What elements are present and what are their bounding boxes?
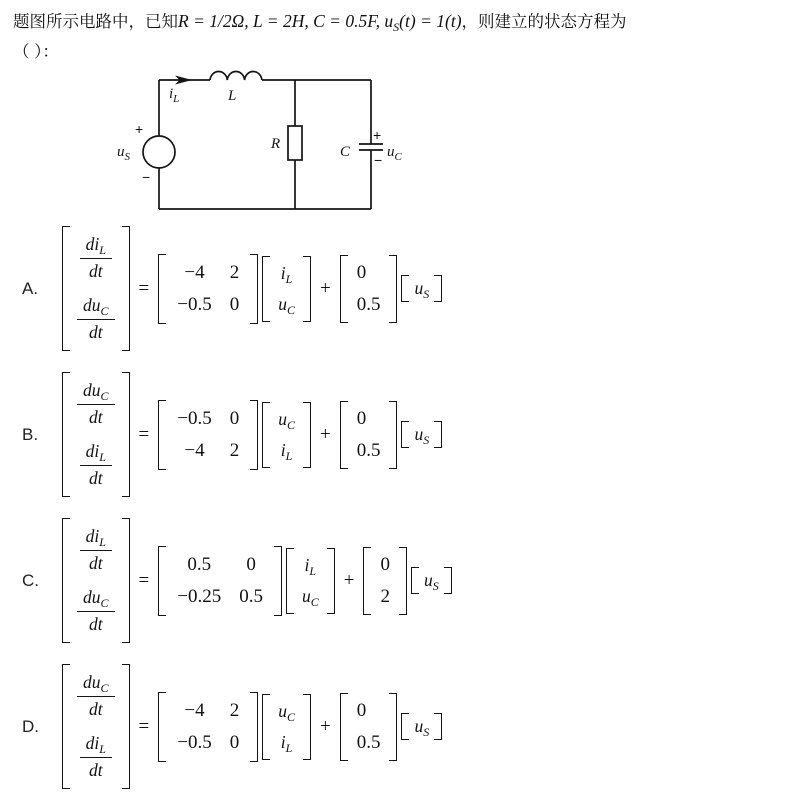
bracket-left [286, 548, 294, 614]
bracket-left [401, 421, 409, 448]
state-vector: $u_C$ $i_L$ [262, 402, 311, 468]
coefficient-matrix: −4 2 −0.5 0 [158, 254, 258, 324]
option-d-equation [60, 664, 444, 789]
option-a-label: A. [22, 278, 39, 298]
source-symbol [143, 136, 175, 168]
bracket-right [303, 256, 311, 322]
cap-voltage-label: $u_C$ [387, 144, 402, 163]
current-label: $i_L$ [169, 86, 180, 105]
resistor-label: R [271, 136, 281, 152]
capacitor-symbol [359, 144, 383, 150]
answer-blank: （ ）： [13, 43, 59, 61]
derivative-fraction: $\frac{du_C}{dt}$ [77, 295, 115, 343]
options-list [0, 222, 811, 800]
equals-sign: = [138, 423, 150, 445]
bracket-right [122, 518, 130, 643]
plus-sign: + [319, 423, 331, 445]
derivative-fraction: $\frac{di_L}{dt}$ [80, 234, 112, 282]
bracket-left [401, 713, 409, 740]
input-vector: 0 0.5 [340, 255, 398, 323]
derivative-vector [62, 372, 130, 497]
bracket-right [122, 372, 130, 497]
bracket-left [340, 255, 348, 323]
source-term: $u_S$ [401, 275, 442, 302]
source-label: $u_S$ [117, 144, 130, 163]
inductor-symbol [210, 72, 262, 80]
bracket-right [434, 421, 442, 448]
bracket-right [122, 226, 130, 351]
derivative-vector [62, 664, 130, 789]
option-b-equation [60, 372, 444, 497]
source-term: $u_S$ [411, 567, 452, 594]
bracket-left [62, 518, 70, 643]
input-vector: 0 2 [363, 547, 407, 615]
option-d[interactable] [0, 660, 811, 793]
bracket-right [303, 402, 311, 468]
bracket-left [262, 402, 270, 468]
bracket-left [158, 254, 166, 324]
inductor-label: L [228, 88, 237, 104]
bracket-left [340, 401, 348, 469]
bracket-right [434, 275, 442, 302]
bracket-left [62, 226, 70, 351]
bracket-left [363, 547, 371, 615]
derivative-fraction: $\frac{du_C}{dt}$ [77, 587, 115, 635]
bracket-left [158, 546, 166, 616]
bracket-left [401, 275, 409, 302]
derivative-vector [62, 226, 130, 351]
title-prefix: 题图所示电路中，已知 [13, 13, 178, 31]
bracket-right [250, 692, 258, 762]
circuit-diagram [115, 64, 415, 219]
capacitor-label: C [340, 144, 351, 160]
bracket-right [434, 713, 442, 740]
state-vector: $i_L$ $u_C$ [286, 548, 335, 614]
cap-minus-sign: − [374, 152, 383, 168]
title-suffix: ，则建立的状态方程为 [461, 13, 627, 31]
derivative-fraction: $\frac{di_L}{dt}$ [80, 733, 112, 781]
bracket-left [158, 400, 166, 470]
bracket-right [303, 694, 311, 760]
title-math: R = 1/2Ω, L = 2H, C = 0.5F, $u_S(t) = 1(t)$ [178, 11, 462, 34]
state-vector: $i_L$ $u_C$ [262, 256, 311, 322]
bracket-left [262, 694, 270, 760]
coefficient-matrix: 0.5 0 −0.25 0.5 [158, 546, 282, 616]
bracket-left [340, 693, 348, 761]
plus-sign: + [319, 277, 331, 299]
resistor-symbol [288, 126, 302, 160]
source-minus-sign: − [142, 169, 151, 185]
option-c[interactable] [0, 514, 811, 647]
cap-plus-sign: + [373, 127, 382, 143]
bracket-right [250, 254, 258, 324]
coefficient-matrix: −4 2 −0.5 0 [158, 692, 258, 762]
bracket-right [389, 255, 397, 323]
bracket-right [122, 664, 130, 789]
bracket-right [327, 548, 335, 614]
source-plus-sign: + [135, 121, 144, 137]
bracket-right [274, 546, 282, 616]
plus-sign: + [343, 569, 355, 591]
option-a[interactable] [0, 222, 811, 355]
derivative-fraction: $\frac{du_C}{dt}$ [77, 672, 115, 720]
bracket-right [250, 400, 258, 470]
input-vector: 0 0.5 [340, 401, 398, 469]
equals-sign: = [138, 715, 150, 737]
plus-sign: + [319, 715, 331, 737]
equals-sign: = [138, 569, 150, 591]
option-c-equation [60, 518, 454, 643]
bracket-right [399, 547, 407, 615]
input-vector: 0 0.5 [340, 693, 398, 761]
question-title [13, 8, 801, 36]
option-a-equation [60, 226, 444, 351]
option-d-label: D. [22, 716, 39, 736]
bracket-left [158, 692, 166, 762]
bracket-right [389, 401, 397, 469]
bracket-left [62, 664, 70, 789]
option-b-label: B. [22, 424, 39, 444]
equals-sign: = [138, 277, 150, 299]
coefficient-matrix: −0.5 0 −4 2 [158, 400, 258, 470]
bracket-left [411, 567, 419, 594]
bracket-right [444, 567, 452, 594]
state-vector: $u_C$ $i_L$ [262, 694, 311, 760]
bracket-left [62, 372, 70, 497]
derivative-vector [62, 518, 130, 643]
option-b[interactable] [0, 368, 811, 501]
bracket-right [389, 693, 397, 761]
option-c-label: C. [22, 570, 39, 590]
bracket-left [262, 256, 270, 322]
derivative-fraction: $\frac{di_L}{dt}$ [80, 441, 112, 489]
source-term: $u_S$ [401, 713, 442, 740]
source-term: $u_S$ [401, 421, 442, 448]
derivative-fraction: $\frac{du_C}{dt}$ [77, 380, 115, 428]
derivative-fraction: $\frac{di_L}{dt}$ [80, 526, 112, 574]
